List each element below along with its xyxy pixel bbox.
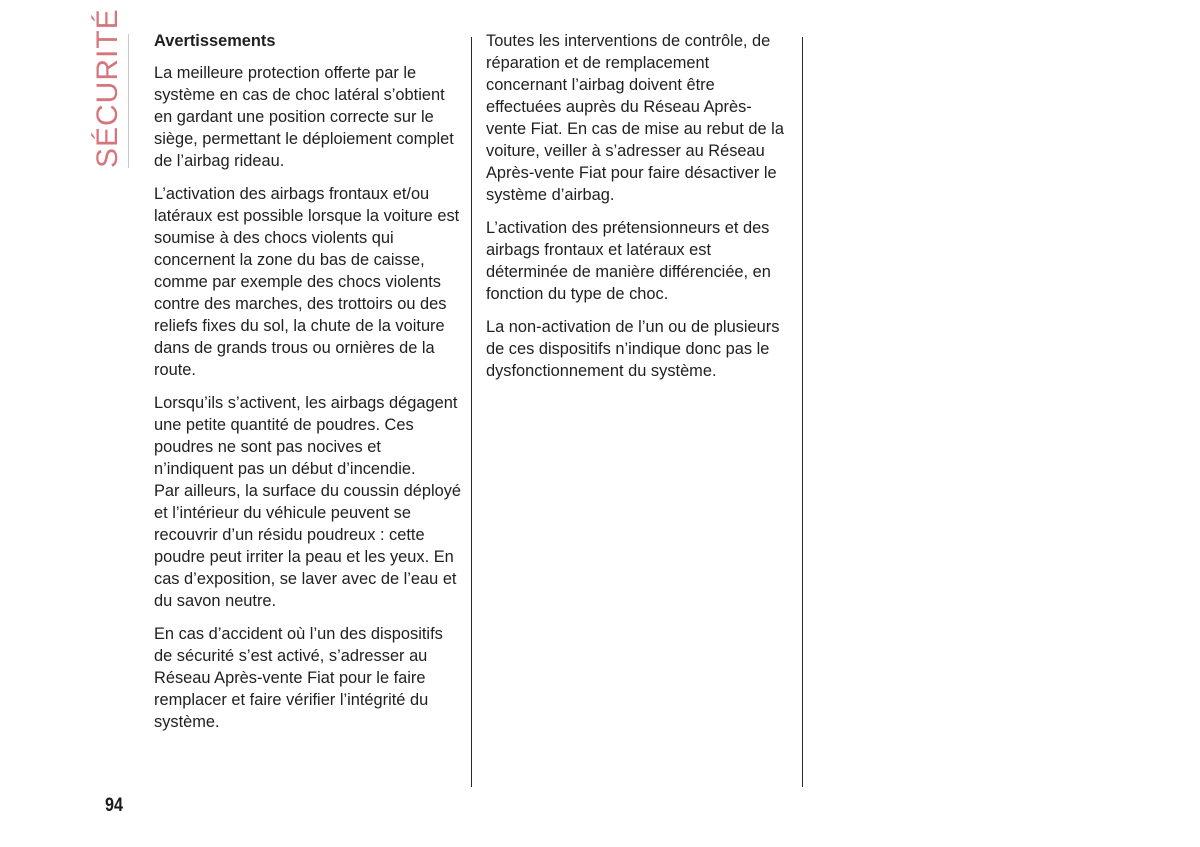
section-heading: Avertissements: [154, 32, 276, 50]
left-column: [154, 30, 464, 744]
paragraph-pretensioners: L’activation des prétensionneurs et des airbags frontaux et latéraux est déterminée de manière différenciée, en fonction du type de choc.: [486, 219, 771, 303]
column-divider-right: [802, 37, 803, 787]
paragraph-accident-service: En cas d’accident où l’un des dispositifs de sécurité s’est activé, s’adresser au Réseau Après-vente Fiat pour le faire remplacer et faire vérifier l’intégrité du système.: [154, 625, 443, 731]
paragraph-powder-release: Lorsqu’ils s’activent, les airbags dégagent une petite quantité de poudres. Ces poudres ne sont pas nocives et n’indiquent pas un début d’incendie.: [154, 394, 458, 478]
paragraph-powder-residue: Par ailleurs, la surface du coussin déployé et l’intérieur du véhicule peuvent se recouvrir d’un résidu poudreux : cette poudre peut irriter la peau et les yeux. En cas d’exposition, se laver avec de l’eau et du savon neutre.: [154, 482, 462, 610]
section-tab: [88, 8, 129, 168]
right-column: [486, 30, 791, 393]
column-divider-left: [471, 37, 472, 787]
paragraph-service-network: Toutes les interventions de contrôle, de réparation et de remplacement concernant l’airbag doivent être effectuées auprès du Réseau Après-vente Fiat. En cas de mise au rebut de la voiture, veiller à s’adresser au Réseau Après-vente Fiat pour faire désactiver le système d’airbag.: [486, 32, 784, 204]
section-label: SÉCURITÉ: [91, 8, 124, 168]
paragraph-activation-conditions: L’activation des airbags frontaux et/ou latéraux est possible lorsque la voiture est soumise à des chocs violents qui concernent la zone du bas de caisse, comme par exemple des chocs violents contre des marches, des trottoirs ou des reliefs fixes du sol, la chute de la voiture dans de grands trous ou ornières de la route.: [154, 185, 460, 379]
page-number: 94: [105, 795, 123, 816]
paragraph-non-activation: La non-activation de l’un ou de plusieurs de ces dispositifs n’indique donc pas le dysfonctionnement du système.: [486, 318, 780, 380]
paragraph-side-impact: La meilleure protection offerte par le système en cas de choc latéral s’obtient en gardant une position correcte sur le siège, permettant le déploiement complet de l’airbag rideau.: [154, 64, 454, 170]
